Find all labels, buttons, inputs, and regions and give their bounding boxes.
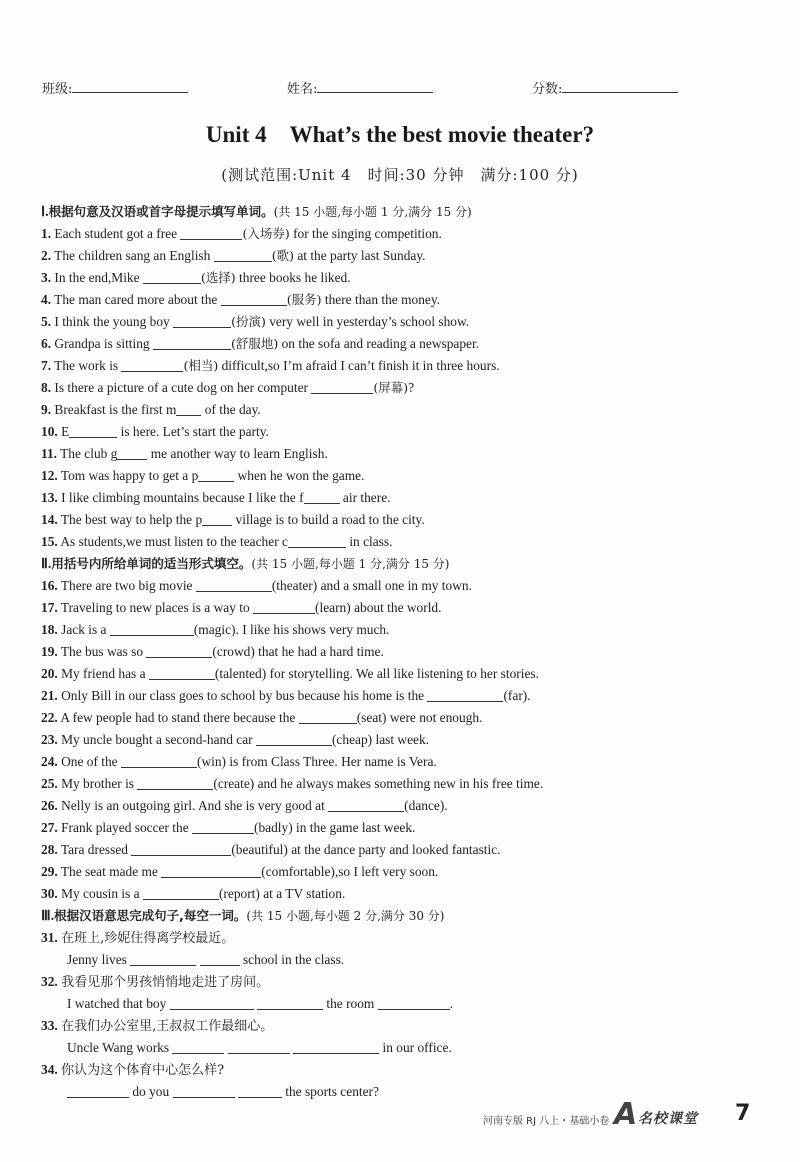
answer-blank[interactable] (172, 1040, 224, 1054)
question-number: 31. (41, 930, 58, 945)
question-31 (41, 927, 781, 949)
question-1 (41, 223, 781, 245)
answer-blank[interactable] (253, 600, 315, 614)
question-10 (41, 421, 781, 443)
question-text: at the dance party and looked fantastic. (291, 842, 501, 857)
question-number: 14. (41, 512, 58, 527)
question-text: air there. (342, 490, 391, 505)
hint: (create) (213, 776, 255, 791)
question-text: very well in yesterday’s school show. (269, 314, 470, 329)
question-number: 15. (41, 534, 58, 549)
question-text: at the party last Sunday. (297, 248, 426, 263)
question-text: ? (408, 380, 415, 395)
question-number: 23. (41, 732, 58, 747)
question-5 (41, 311, 781, 333)
question-text: My brother is (61, 776, 135, 791)
hint: (win) (197, 754, 227, 769)
chinese-prompt: 在我们办公室里,王叔叔工作最细心。 (61, 1019, 274, 1034)
answer-blank[interactable] (137, 776, 213, 790)
question-text: I think the young boy (54, 314, 170, 329)
answer-blank[interactable] (378, 996, 450, 1010)
question-number: 10. (41, 424, 58, 439)
answer-blank[interactable] (192, 820, 254, 834)
question-number: 22. (41, 710, 58, 725)
chinese-prompt: 我看见那个男孩悄悄地走进了房间。 (61, 975, 270, 990)
question-number: 7. (41, 358, 52, 373)
question-text: The man cared more about the (54, 292, 218, 307)
hint: (magic). (193, 622, 239, 637)
question-number: 32. (41, 974, 58, 989)
answer-blank[interactable] (121, 358, 183, 372)
question-text: and he always makes something new in his free time. (257, 776, 544, 791)
question-text: ,so I left very soon. (334, 864, 439, 879)
question-number: 6. (41, 336, 52, 351)
question-text: Jenny lives (67, 952, 127, 967)
section-note: (共 15 小题,每小题 1 分,满分 15 分) (251, 557, 450, 571)
question-text: that he had a hard time. (258, 644, 384, 659)
question-text: Jack is a (61, 622, 107, 637)
question-text: . (449, 996, 454, 1011)
class-label: 班级: (42, 82, 73, 97)
hint: (dance) (404, 798, 445, 813)
answer-blank[interactable] (146, 644, 212, 658)
question-number: 2. (41, 248, 52, 263)
hint: (扮演) (231, 314, 266, 329)
question-text: last week. (375, 732, 430, 747)
answer-blank[interactable] (221, 292, 287, 306)
hint: (comfortable) (261, 864, 335, 879)
question-number: 11. (41, 446, 57, 461)
question-text: Each student got a free (54, 226, 178, 241)
name-blank[interactable] (317, 80, 433, 93)
answer-blank[interactable] (180, 226, 242, 240)
answer-blank[interactable] (196, 578, 272, 592)
question-20 (41, 663, 781, 685)
question-text: of the day. (204, 402, 261, 417)
answer-blank[interactable] (200, 952, 240, 966)
question-32 (41, 971, 781, 993)
question-text: on the sofa and reading a newspaper. (281, 336, 480, 351)
question-34 (41, 1059, 781, 1081)
question-number: 24. (41, 754, 58, 769)
question-33-answer (41, 1037, 781, 1059)
question-text: A few people had to stand there because the (60, 710, 296, 725)
hint: (选择) (200, 270, 236, 285)
answer-blank[interactable] (130, 952, 196, 966)
section-note: (共 15 小题,每小题 2 分,满分 30 分) (246, 909, 445, 923)
class-field (42, 78, 188, 97)
section-heading-1 (41, 201, 781, 223)
question-text: for storytelling. We all like listening to her stories. (269, 666, 539, 681)
question-text: Breakfast is the first m (54, 402, 177, 417)
name-field (287, 78, 433, 97)
question-text: village is to build a road to the city. (235, 512, 425, 527)
hint: (歌) (271, 248, 294, 263)
answer-blank[interactable] (214, 248, 272, 262)
hint: (learn) (315, 600, 351, 615)
question-text: My friend has a (61, 666, 146, 681)
question-25 (41, 773, 781, 795)
answer-blank[interactable] (170, 996, 254, 1010)
question-text: and a small one in my town. (320, 578, 472, 593)
question-number: 30. (41, 886, 58, 901)
question-text: The best way to help the p (60, 512, 203, 527)
chinese-prompt: 你认为这个体育中心怎么样? (61, 1063, 225, 1078)
question-15 (41, 531, 781, 553)
score-blank[interactable] (562, 80, 678, 93)
answer-blank[interactable] (288, 534, 346, 548)
question-16 (41, 575, 781, 597)
question-text: when he won the game. (237, 468, 365, 483)
page-title: Unit 4 What’s the best movie theater? (205, 122, 595, 147)
logo-letter: A (614, 1097, 638, 1132)
question-number: 8. (41, 380, 52, 395)
hint: (入场券) (242, 226, 290, 241)
question-text: Uncle Wang works (67, 1040, 170, 1055)
question-number: 34. (41, 1062, 58, 1077)
question-30 (41, 883, 781, 905)
class-blank[interactable] (72, 80, 188, 93)
score-label: 分数: (532, 82, 563, 97)
answer-blank[interactable] (67, 1084, 129, 1098)
section-number: Ⅰ. (41, 205, 49, 220)
question-17 (41, 597, 781, 619)
score-field (532, 78, 678, 97)
answer-blank[interactable] (304, 490, 340, 504)
question-text: for the singing competition. (293, 226, 442, 241)
question-29 (41, 861, 781, 883)
hint: (舒服地) (230, 336, 279, 351)
question-31-answer (41, 949, 781, 971)
question-number: 13. (41, 490, 58, 505)
answer-blank[interactable] (143, 270, 201, 284)
question-21 (41, 685, 781, 707)
question-26 (41, 795, 781, 817)
question-32-answer (41, 993, 781, 1015)
answer-blank[interactable] (161, 864, 261, 878)
answer-blank[interactable] (427, 688, 503, 702)
section-number: Ⅲ. (41, 909, 55, 924)
question-4 (41, 289, 781, 311)
hint: (theater) (271, 578, 318, 593)
question-text: E (61, 424, 70, 439)
answer-blank[interactable] (131, 842, 231, 856)
question-text: I like climbing mountains because I like the f (61, 490, 304, 505)
question-number: 20. (41, 666, 58, 681)
question-number: 5. (41, 314, 52, 329)
answer-blank[interactable] (69, 424, 117, 438)
hint: (crowd) (212, 644, 255, 659)
section-title: 用括号内所给单词的适当形式填空。 (51, 556, 252, 571)
question-text: My cousin is a (61, 886, 140, 901)
question-text: In the end,Mike (54, 270, 140, 285)
question-number: 3. (41, 270, 52, 285)
hint: (seat) (356, 710, 387, 725)
question-text: in class. (349, 534, 393, 549)
question-18 (41, 619, 781, 641)
question-number: 1. (41, 226, 52, 241)
question-text: There are two big movie (60, 578, 193, 593)
question-27 (41, 817, 781, 839)
publisher-logo (614, 1099, 724, 1133)
answer-blank[interactable] (176, 402, 201, 416)
question-6 (41, 333, 781, 355)
question-number: 29. (41, 864, 58, 879)
question-text: The seat made me (60, 864, 158, 879)
question-text: The bus was so (60, 644, 144, 659)
section-title: 根据汉语意思完成句子,每空一词。 (54, 908, 247, 923)
question-text: difficult,so I’m afraid I can’t finish it in three hours. (221, 358, 500, 373)
question-text: Tom was happy to get a p (60, 468, 199, 483)
question-text: Is there a picture of a cute dog on her computer (54, 380, 308, 395)
question-text: about the world. (354, 600, 442, 615)
question-number: 17. (41, 600, 58, 615)
hint: (badly) (254, 820, 293, 835)
section-heading-2 (41, 553, 781, 575)
section-heading-3 (41, 905, 781, 927)
question-14 (41, 509, 781, 531)
hint: (服务) (286, 292, 322, 307)
question-text: I watched that boy (67, 996, 167, 1011)
question-text: school in the class. (242, 952, 345, 967)
question-number: 28. (41, 842, 58, 857)
question-text: One of the (61, 754, 118, 769)
answer-blank[interactable] (121, 754, 197, 768)
question-number: 4. (41, 292, 52, 307)
question-3 (41, 267, 781, 289)
hint: (beautiful) (231, 842, 288, 857)
answer-blank[interactable] (256, 732, 332, 746)
question-text: . (444, 798, 448, 813)
question-number: 9. (41, 402, 52, 417)
question-number: 25. (41, 776, 58, 791)
question-22 (41, 707, 781, 729)
question-text: the sports center? (285, 1084, 379, 1099)
logo-text: 名校课堂 (638, 1111, 698, 1127)
question-text: Nelly is an outgoing girl. And she is very good at (61, 798, 325, 813)
question-text: I like his shows very much. (242, 622, 390, 637)
question-number: 33. (41, 1018, 58, 1033)
test-scope: (测试范围:Unit 4 时间:30 分钟 满分:100 分) (221, 166, 579, 184)
question-text: The club g (60, 446, 118, 461)
answer-blank[interactable] (228, 1040, 290, 1054)
question-text: Traveling to new places is a way to (60, 600, 250, 615)
question-text: the room (326, 996, 375, 1011)
question-text: were not enough. (389, 710, 483, 725)
question-text: three books he liked. (239, 270, 351, 285)
answer-blank[interactable] (149, 666, 215, 680)
hint: (far) (503, 688, 528, 703)
question-19 (41, 641, 781, 663)
question-text: in our office. (382, 1040, 452, 1055)
question-28 (41, 839, 781, 861)
answer-blank[interactable] (173, 314, 231, 328)
question-2 (41, 245, 781, 267)
question-7 (41, 355, 781, 377)
answer-blank[interactable] (293, 1040, 379, 1054)
question-text: me another way to learn English. (150, 446, 328, 461)
question-8 (41, 377, 781, 399)
question-text: at a TV station. (263, 886, 346, 901)
answer-blank[interactable] (110, 622, 194, 636)
edition-label: 河南专版 RJ 八上・基础小卷 (483, 1116, 610, 1127)
answer-blank[interactable] (299, 710, 357, 724)
exercise-content (41, 201, 781, 1103)
question-number: 27. (41, 820, 58, 835)
answer-blank[interactable] (238, 1084, 282, 1098)
answer-blank[interactable] (173, 1084, 235, 1098)
question-12 (41, 465, 781, 487)
answer-blank[interactable] (143, 886, 219, 900)
answer-blank[interactable] (311, 380, 373, 394)
question-text: is from Class Three. Her name is Vera. (229, 754, 437, 769)
question-number: 19. (41, 644, 58, 659)
question-text: in the game last week. (296, 820, 416, 835)
question-number: 16. (41, 578, 58, 593)
question-number: 18. (41, 622, 58, 637)
question-text: is here. Let’s start the party. (120, 424, 269, 439)
question-11 (41, 443, 781, 465)
name-label: 姓名: (287, 82, 318, 97)
question-text: do you (132, 1084, 170, 1099)
hint: (cheap) (331, 732, 373, 747)
section-number: Ⅱ. (41, 557, 52, 572)
answer-blank[interactable] (153, 336, 231, 350)
question-number: 21. (41, 688, 58, 703)
question-text: The work is (54, 358, 119, 373)
question-13 (41, 487, 781, 509)
answer-blank[interactable] (202, 512, 232, 526)
question-text: . (527, 688, 531, 703)
hint: (相当) (183, 358, 219, 373)
question-text: there than the money. (324, 292, 440, 307)
section-note: (共 15 小题,每小题 1 分,满分 15 分) (273, 205, 472, 219)
question-33 (41, 1015, 781, 1037)
answer-blank[interactable] (117, 446, 147, 460)
question-text: Tara dressed (60, 842, 128, 857)
question-number: 12. (41, 468, 58, 483)
question-23 (41, 729, 781, 751)
answer-blank[interactable] (328, 798, 404, 812)
hint: (report) (218, 886, 260, 901)
question-24 (41, 751, 781, 773)
question-text: Grandpa is sitting (54, 336, 150, 351)
answer-blank[interactable] (198, 468, 234, 482)
question-text: As students,we must listen to the teacher c (60, 534, 288, 549)
question-text: My uncle bought a second-hand car (61, 732, 253, 747)
question-text: Only Bill in our class goes to school by bus because his home is the (61, 688, 425, 703)
question-number: 26. (41, 798, 58, 813)
answer-blank[interactable] (257, 996, 323, 1010)
question-9 (41, 399, 781, 421)
section-title: 根据句意及汉语或首字母提示填写单词。 (48, 204, 274, 219)
chinese-prompt: 在班上,珍妮住得离学校最近。 (61, 931, 235, 946)
question-text: Frank played soccer the (61, 820, 189, 835)
hint: (talented) (214, 666, 267, 681)
question-text: The children sang an English (54, 248, 211, 263)
page-number: 7 (735, 1101, 751, 1126)
hint: (屏幕) (373, 380, 409, 395)
